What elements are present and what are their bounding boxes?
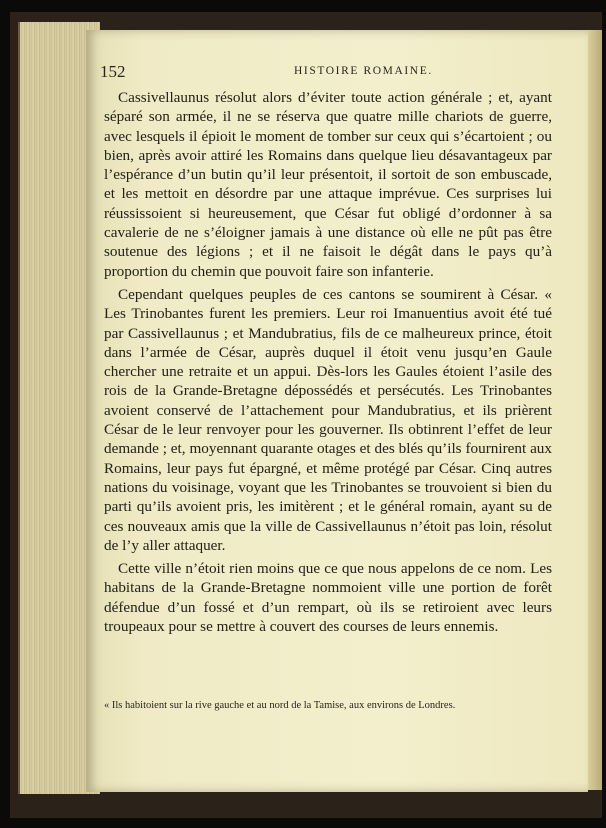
- page-header: [100, 62, 540, 86]
- page-number: 152: [100, 62, 126, 81]
- paragraph: Cassivellaunus résolut alors d’éviter toute action générale ; et, ayant séparé son armée, il ne se réserva que quatre mille chariots de guerre, avec lesquels il épioit le moment de tomber sur ceux qui s’écartoient ; ou bien, après avoir attiré les Romains dans quelque lieu désavantageux par l’espérance d’un butin qu’il leur présentoit, il sortoit de son embuscade, et les mettoit en désordre par une attaque imprévue. Ces surprises lui réussissoient si heureusement, que César fut obligé d’ordonner à sa cavalerie de ne s’éloigner jamais à une distance où elle ne pût pas être soutenue des légions ; et il ne faisoit le dégât dans le pays qu’à proportion du chemin que pouvoit faire son infanterie.: [104, 89, 552, 280]
- running-head: HISTOIRE ROMAINE.: [294, 65, 433, 77]
- body-text: [104, 88, 552, 636]
- footnote: « Ils habitoient sur la rive gauche et au nord de la Tamise, aux environs de Londres.: [104, 700, 456, 711]
- paragraph: Cette ville n’étoit rien moins que ce que nous appelons de ce nom. Les habitans de la Grande-Bretagne nommoient ville une portion de forêt défendue d’un fossé et d’un rempart, où ils se retiroient avec leurs troupeaux pour se mettre à couvert des courses de leurs ennemis.: [104, 560, 552, 636]
- paragraph: Cependant quelques peuples de ces cantons se soumirent à César. « Les Trinobantes furent les premiers. Leur roi Imanuentius avoit été tué par Cassivellaunus ; et Mandubratius, fils de ce malheureux prince, étoit dans l’armée de César, auprès duquel il étoit venu jusqu’en Gaule chercher une retraite et un appui. Dès-lors les Gaules étoient l’asile des rois de la Grande-Bretagne dépossédés et persécutés. Les Trinobantes avoient conservé de l’attachement pour Mandubratius, et ils prièrent César de le leur renvoyer pour les gouverner. Ils obtinrent l’effet de leur demande ; et, moyennant quarante otages et des blés qu’ils fournirent aux Romains, leur pays fut épargné, et même protégé par César. Cinq autres nations du voisinage, voyant que les Trinobantes se trouvoient si bien du parti qu’ils avoient pris, les imitèrent ; et le général romain, ayant su de ces nouveaux amis que la ville de Cassivellaunus n’étoit pas loin, résolut de l’y aller attaquer.: [104, 285, 552, 554]
- facing-page-edge: [588, 30, 602, 790]
